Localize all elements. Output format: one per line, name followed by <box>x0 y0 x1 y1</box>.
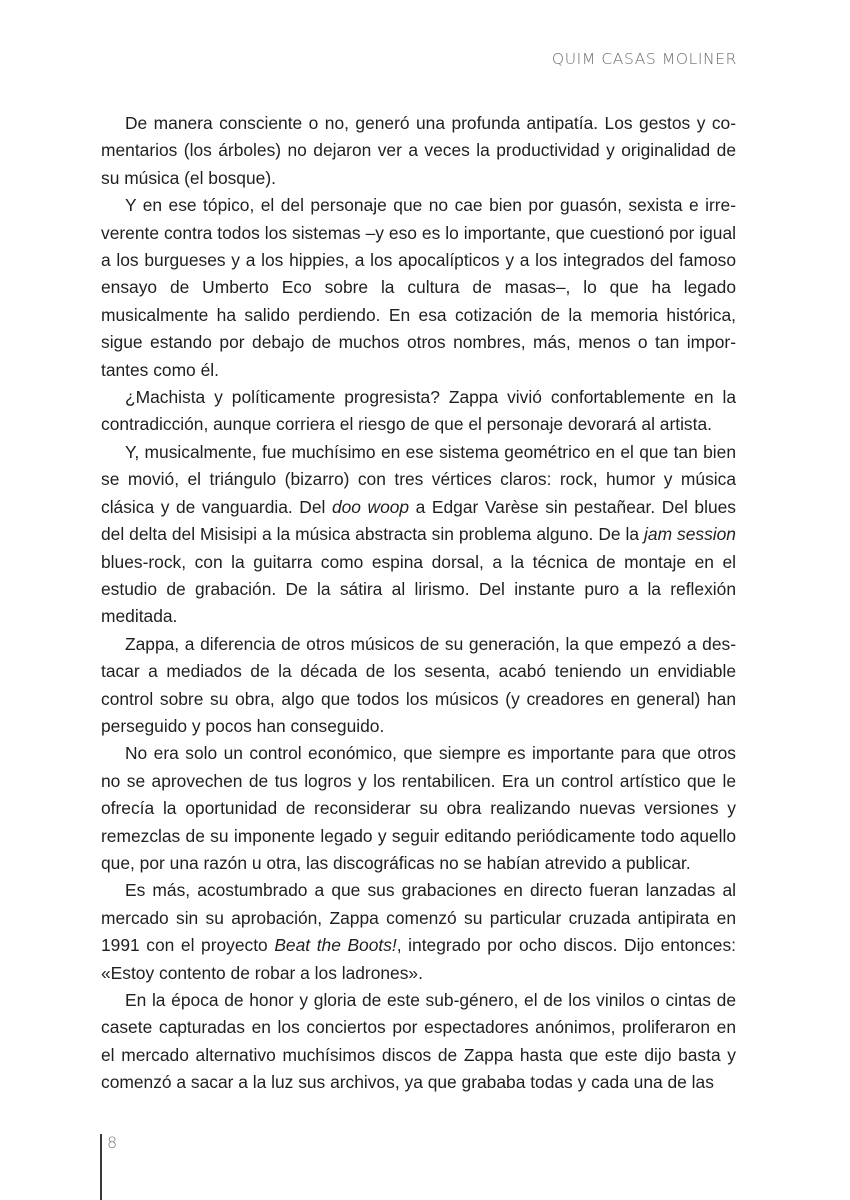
body-text <box>101 110 736 1097</box>
running-header: QUIM CASAS MOLINER <box>551 50 737 68</box>
paragraph-4 <box>101 439 736 631</box>
paragraph-7-text-b: , integrado por ocho discos. Dijo entonces: «Estoy contento de robar a los ladrones». <box>101 935 736 983</box>
paragraph-8 <box>101 987 736 1097</box>
paragraph-5 <box>101 631 736 741</box>
paragraph-6-text: No era solo un control económico, que siempre es importante para que otros no se aprovechen de tus logros y los rentabilicen. Era un control artístico que le ofrecía la oportunidad de reconsiderar su obra realizando nuevas versiones y remezclas de su imponente legado y seguir editando periódicamente todo aquello que, por una razón u otra, las discográficas no se habían atrevido a publicar. <box>101 743 736 873</box>
paragraph-4-italic-jam-session: jam session <box>644 524 736 545</box>
paragraph-8-text: En la época de honor y gloria de este sub-género, el de los vinilos o cintas de casete capturadas en los conciertos por espectadores anónimos, proliferaron en el mercado alternativo muchísimos discos de Zappa hasta que este dijo basta y comenzó a sacar a la luz sus archivos, ya que grababa todas y cada una de las <box>101 990 736 1093</box>
paragraph-3 <box>101 384 736 439</box>
paragraph-4-text-a: Y, musicalmente, fue muchísimo en ese sistema geométrico en el que tan bien se movió, el triángulo (bizarro) con tres vértices claros: rock, humor y música clásica y de vanguardia. Del <box>101 441 736 517</box>
paragraph-4-italic-doo-woop: doo woop <box>331 496 410 517</box>
paragraph-7 <box>101 877 736 987</box>
paragraph-2-text: Y en ese tópico, el del personaje que no cae bien por guasón, sexista e irreverente contra todos los sistemas –y eso es lo importante, que cuestionó por igual a los burgueses y a los hippies, a los apocalípticos y a los integrados del famoso ensayo de Umberto Eco sobre la cultura de masas–, lo que ha legado musicalmente ha salido perdiendo. En esa cotización de la memoria histórica, sigue estando por debajo de muchos otros nombres, más, menos o tan importantes como él. <box>101 195 736 380</box>
paragraph-6 <box>101 740 736 877</box>
paragraph-7-text-a: Es más, acostumbrado a que sus grabaciones en directo fueran lanzadas al mercado sin su aprobación, Zappa comenzó su particular cruzada antipirata en 1991 con el proyecto <box>101 880 736 956</box>
paragraph-4-text-c: blues-rock, con la guitarra como espina dorsal, a la técnica de montaje en el estudio de grabación. De la sátira al lirismo. Del instante puro a la reflexión meditada. <box>101 551 736 627</box>
paragraph-7-italic-album-title: Beat the Boots! <box>274 935 397 956</box>
page-number: 8 <box>107 1133 118 1152</box>
page-number-rule <box>100 1134 102 1200</box>
paragraph-4-text-b: a Edgar Varèse sin pestañear. Del blues del delta del Misisipi a la música abstracta sin problema alguno. De la <box>101 496 736 545</box>
paragraph-1 <box>101 110 736 192</box>
paragraph-5-text: Zappa, a diferencia de otros músicos de su generación, la que empezó a destacar a mediados de la década de los sesenta, acabó teniendo un envidiable control sobre su obra, algo que todos los músicos (y creadores en general) han perseguido y pocos han conseguido. <box>101 633 736 736</box>
paragraph-2 <box>101 192 736 384</box>
paragraph-3-text: ¿Machista y políticamente progresista? Zappa vivió confortablemente en la contradicción, aunque corriera el riesgo de que el personaje devorará al artista. <box>101 387 736 435</box>
paragraph-1-text: De manera consciente o no, generó una profunda antipatía. Los gestos y comentarios (los árboles) no dejaron ver a veces la productividad y originalidad de su música (el bosque). <box>101 113 736 188</box>
